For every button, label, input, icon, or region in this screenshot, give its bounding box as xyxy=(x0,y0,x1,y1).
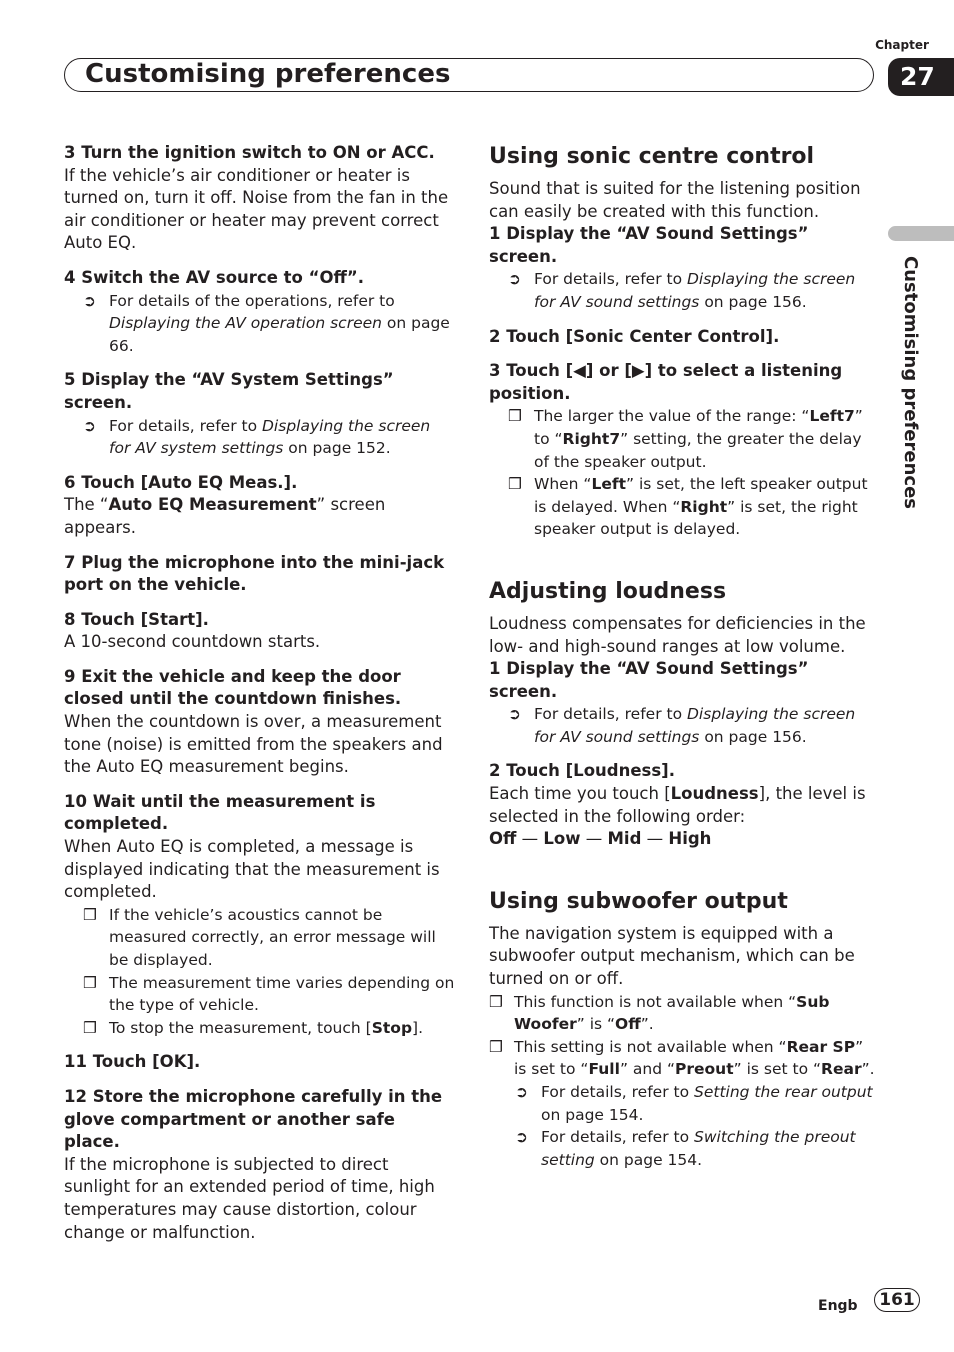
step-11 xyxy=(64,1051,456,1074)
loudness-order: Off — Low — Mid — High xyxy=(489,829,712,849)
bullet-note: ❒ The measurement time varies depending on the type of vehicle. xyxy=(83,973,455,1015)
loudness-step-1 xyxy=(489,658,877,748)
step-5 xyxy=(64,369,456,459)
bullet-note: ❒ This setting is not available when “Rear SP” is set to “Full” and “Preout” is set to “Rear”. xyxy=(489,1037,875,1079)
checkbox-bullet-icon: ❒ xyxy=(83,1018,97,1037)
step-body: The “Auto EQ Measurement” screen appears. xyxy=(64,495,386,537)
step-heading: 2 Touch [Sonic Center Control]. xyxy=(489,326,780,346)
sonic-step-2 xyxy=(489,326,877,349)
arrow-icon: ➲ xyxy=(515,1083,528,1101)
side-tab-marker xyxy=(888,226,954,241)
checkbox-bullet-icon: ❒ xyxy=(508,407,522,426)
left-column xyxy=(64,142,456,1256)
checkbox-bullet-icon: ❒ xyxy=(83,905,97,924)
footer-language: Engb xyxy=(818,1298,858,1314)
chapter-label: Chapter xyxy=(875,38,929,52)
step-body: If the microphone is subjected to direct sunlight for an extended period of time, high temperatures may cause distortion, colour change or malfunction. xyxy=(64,1154,435,1242)
loudness-step-2 xyxy=(489,760,877,850)
title-bar xyxy=(64,58,874,92)
step-body: If the vehicle’s air conditioner or heater is turned on, turn it off. Noise from the fan in the air conditioner or heater may prevent correct Auto EQ. xyxy=(64,165,449,253)
checkbox-bullet-icon: ❒ xyxy=(83,973,97,992)
arrow-icon: ➲ xyxy=(83,416,96,435)
step-heading: 3 Touch [◀] or [▶] to select a listening position. xyxy=(489,361,843,403)
step-heading: 8 Touch [Start]. xyxy=(64,609,209,629)
page-number: 161 xyxy=(874,1288,920,1312)
bullet-note: ❒ When “Left” is set, the left speaker output is delayed. When “Right” is set, the right speaker output is delayed. xyxy=(508,475,868,539)
bullet-note: ❒ The larger the value of the range: “Left7” to “Right7” setting, the greater the delay of the speaker output. xyxy=(508,407,863,471)
step-body: When Auto EQ is completed, a message is displayed indicating that the measurement is completed. xyxy=(64,837,440,902)
step-heading: 11 Touch [OK]. xyxy=(64,1052,201,1072)
step-heading: 4 Switch the AV source to “Off”. xyxy=(64,267,364,287)
reference-note: ➲ For details, refer to Displaying the screen for AV sound settings on page 156. xyxy=(508,270,856,311)
step-4 xyxy=(64,267,456,357)
side-tab-label: Customising preferences xyxy=(900,256,921,509)
checkbox-bullet-icon: ❒ xyxy=(489,1037,503,1056)
step-body: When the countdown is over, a measurement tone (noise) is emitted from the speakers and the Auto EQ measurement begins. xyxy=(64,712,443,777)
step-body: A 10-second countdown starts. xyxy=(64,632,321,652)
bullet-note: ❒ To stop the measurement, touch [Stop]. xyxy=(64,1017,456,1040)
right-column xyxy=(489,142,877,1171)
step-heading: 7 Plug the microphone into the mini-jack port on the vehicle. xyxy=(64,552,445,595)
step-12 xyxy=(64,1086,456,1244)
step-7 xyxy=(64,552,456,597)
step-heading: 1 Display the “AV Sound Settings” screen. xyxy=(489,224,809,266)
step-10 xyxy=(64,791,456,1040)
step-heading: 6 Touch [Auto EQ Meas.]. xyxy=(64,472,298,492)
reference-note: ➲ For details, refer to Displaying the screen for AV sound settings on page 156. xyxy=(508,705,856,746)
section-heading-loudness: Adjusting loudness xyxy=(489,578,727,604)
section-intro: The navigation system is equipped with a subwoofer output mechanism, which can be turned on or off. xyxy=(489,923,855,989)
bullet-note: ❒ This function is not available when “Sub Woofer” is “Off”. xyxy=(489,992,830,1034)
reference-note: ➲ For details, refer to Switching the preout setting on page 154. xyxy=(515,1128,856,1169)
reference-note: ➲ For details, refer to Setting the rear output on page 154. xyxy=(515,1083,873,1124)
step-heading: 9 Exit the vehicle and keep the door closed until the countdown finishes. xyxy=(64,666,402,709)
arrow-icon: ➲ xyxy=(508,270,521,289)
arrow-icon: ➲ xyxy=(83,291,96,310)
step-heading: 10 Wait until the measurement is completed. xyxy=(64,791,376,834)
section-intro: Loudness compensates for deficiencies in the low- and high-sound ranges at low volume. xyxy=(489,613,866,656)
section-intro: Sound that is suited for the listening position can easily be created with this function. xyxy=(489,179,861,221)
bullet-note: ❒ If the vehicle’s acoustics cannot be measured correctly, an error message will be displayed. xyxy=(83,905,436,969)
step-heading: 5 Display the “AV System Settings” screen. xyxy=(64,370,394,412)
section-heading-sonic: Using sonic centre control xyxy=(489,144,815,169)
chapter-number-badge: 27 xyxy=(888,58,954,96)
step-body: Each time you touch [Loudness], the level is selected in the following order: xyxy=(489,784,866,826)
arrow-icon: ➲ xyxy=(508,705,521,724)
reference-note: ➲ For details, refer to Displaying the screen for AV system settings on page 152. xyxy=(83,416,431,458)
step-8 xyxy=(64,609,456,654)
sonic-step-1 xyxy=(489,223,877,313)
step-6 xyxy=(64,472,456,540)
section-heading-subwoofer: Using subwoofer output xyxy=(489,888,788,914)
reference-note: ➲ For details of the operations, refer to Displaying the AV operation screen on page 66. xyxy=(83,291,450,355)
step-heading: 2 Touch [Loudness]. xyxy=(489,761,675,781)
step-heading: 1 Display the “AV Sound Settings” screen. xyxy=(489,659,809,701)
step-heading: 3 Turn the ignition switch to ON or ACC. xyxy=(64,143,435,162)
step-9 xyxy=(64,666,456,779)
sonic-step-3 xyxy=(489,360,877,541)
step-heading: 12 Store the microphone carefully in the glove compartment or another safe place. xyxy=(64,1086,443,1152)
step-3 xyxy=(64,142,456,255)
checkbox-bullet-icon: ❒ xyxy=(489,992,503,1011)
arrow-icon: ➲ xyxy=(515,1128,528,1147)
checkbox-bullet-icon: ❒ xyxy=(508,475,522,494)
page-title: Customising preferences xyxy=(85,59,451,89)
